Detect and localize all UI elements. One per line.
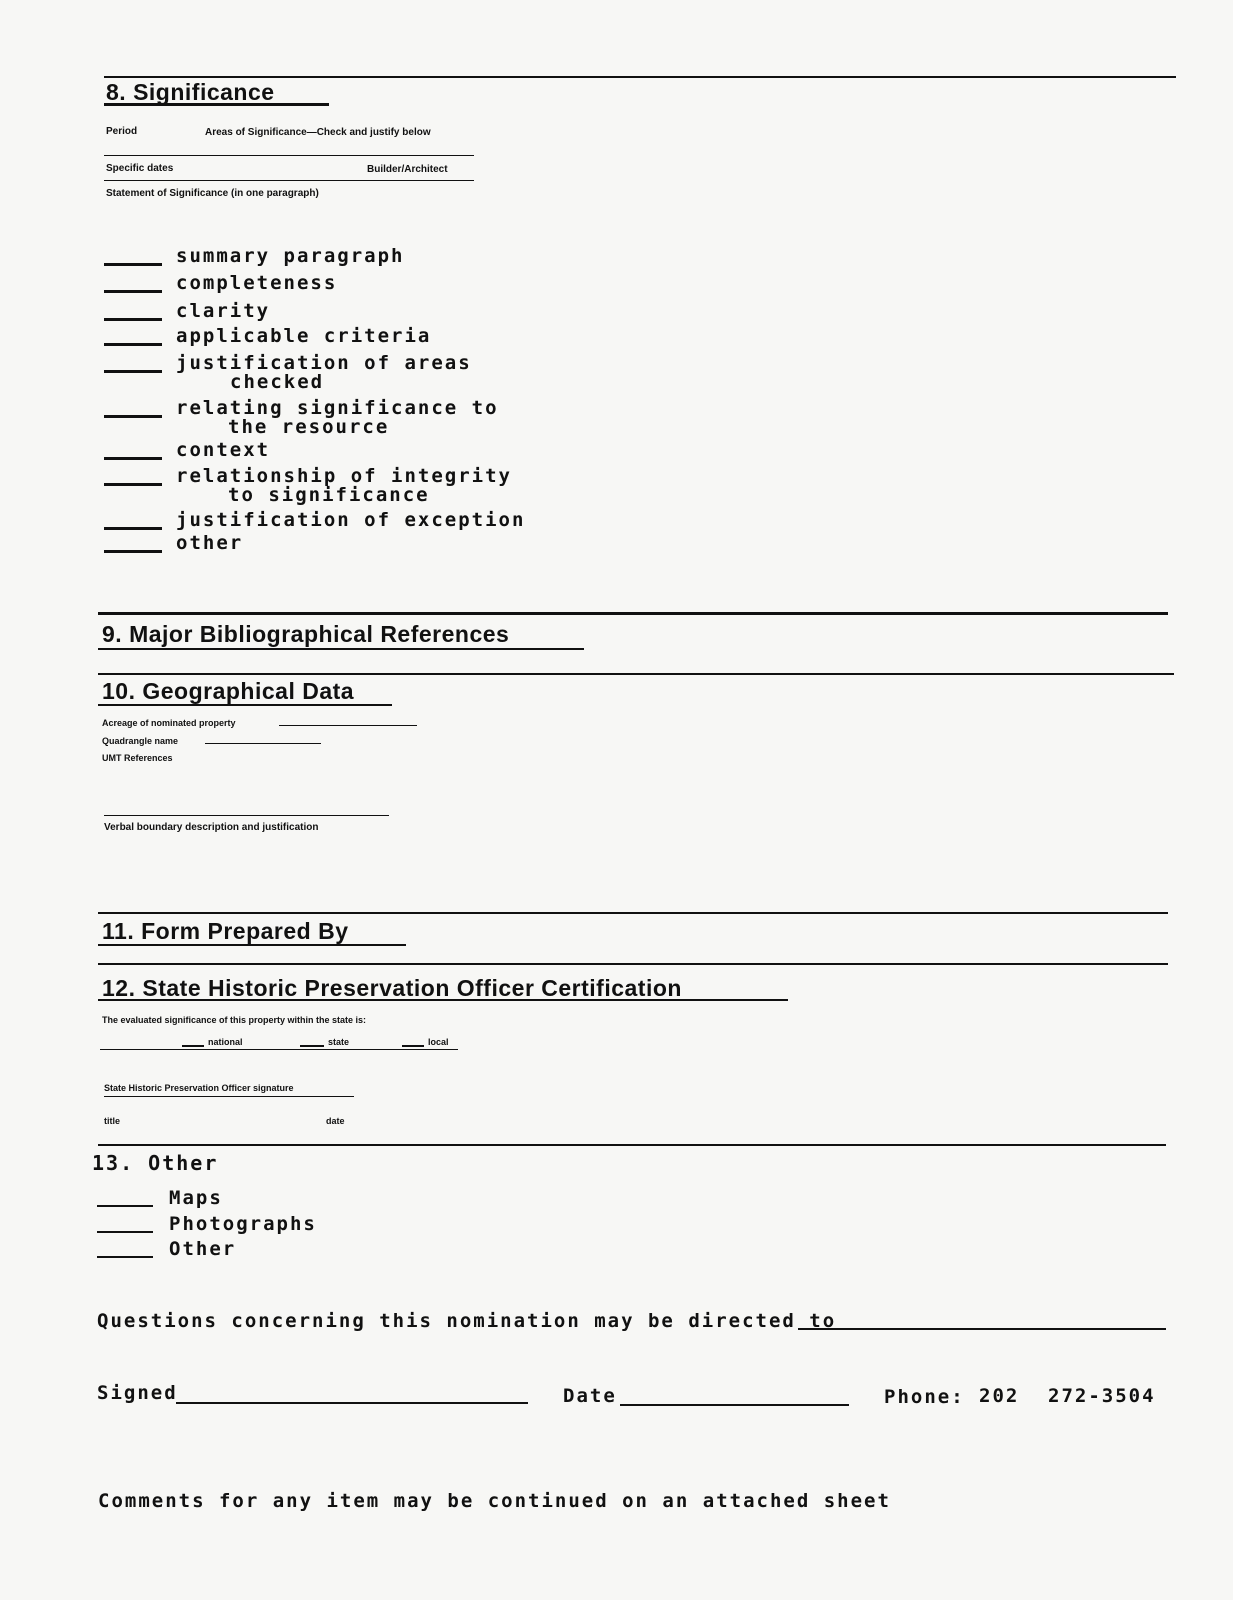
quadrangle-name-label: Quadrangle name [102, 736, 179, 746]
checklist-blank[interactable] [104, 343, 162, 346]
checklist-blank[interactable] [104, 415, 162, 418]
checklist-label: applicable criteria [176, 325, 432, 347]
other-item-label: Maps [169, 1187, 223, 1209]
checklist-blank[interactable] [104, 290, 162, 293]
other-item-blank[interactable] [97, 1205, 153, 1207]
phone-number: 272-3504 [1048, 1385, 1156, 1407]
dates-field-line [104, 180, 474, 181]
section-12-rule [98, 963, 1168, 965]
section-9-title-underline [98, 648, 584, 650]
section-11-rule [98, 912, 1168, 914]
local-label: local [428, 1037, 449, 1047]
quadrangle-field-line[interactable] [205, 743, 321, 744]
date-label: Date [563, 1385, 617, 1407]
local-checkbox-line[interactable] [402, 1045, 424, 1047]
national-label: national [208, 1037, 243, 1047]
section-10-title-underline [98, 704, 392, 706]
section-12-title: 12. State Historic Preservation Officer Certification [102, 975, 682, 1001]
section-12-title-underline [98, 999, 788, 1001]
verbal-boundary-field-line[interactable] [104, 815, 389, 816]
utm-references-label: UMT References [102, 753, 173, 763]
questions-label: Questions concerning this nomination may be directed to [97, 1310, 837, 1332]
shpo-signature-line[interactable] [104, 1096, 354, 1097]
shpo-signature-label: State Historic Preservation Officer signature [104, 1083, 294, 1093]
period-label: Period [106, 126, 138, 137]
section-9-title: 9. Major Bibliographical References [102, 621, 510, 647]
other-item-blank[interactable] [97, 1231, 153, 1233]
checklist-blank[interactable] [104, 527, 162, 530]
questions-row [97, 1310, 836, 1332]
section-8-title: 8. Significance [106, 79, 275, 105]
phone-label: Phone: [884, 1386, 965, 1408]
specific-dates-label: Specific dates [106, 163, 174, 174]
checklist-label: completeness [176, 272, 338, 294]
checklist-blank[interactable] [104, 263, 162, 266]
section-9-rule [98, 612, 1168, 615]
evaluated-significance-label: The evaluated significance of this property within the state is: [102, 1015, 367, 1025]
checklist-label: justification of areas [176, 352, 472, 374]
checklist-label: justification of exception [176, 509, 526, 531]
comments-note: Comments for any item may be continued on an attached sheet [98, 1490, 891, 1512]
checklist-label: clarity [176, 300, 271, 322]
checklist-label-continued: checked [230, 371, 325, 393]
acreage-label: Acreage of nominated property [102, 718, 236, 728]
checklist-blank[interactable] [104, 318, 162, 321]
checklist-blank[interactable] [104, 550, 162, 553]
national-checkbox-line[interactable] [182, 1045, 204, 1047]
section-11-title-underline [98, 944, 406, 946]
state-checkbox-line[interactable] [300, 1045, 324, 1047]
statement-of-significance-label: Statement of Significance (in one paragraph) [106, 188, 319, 199]
title-label: title [104, 1116, 121, 1126]
checklist-label: context [176, 439, 271, 461]
checklist-label-continued: to significance [228, 484, 430, 506]
section-13-title: 13. Other [92, 1151, 219, 1175]
checklist-label: relating significance to [176, 397, 499, 419]
other-item-label: Other [169, 1238, 237, 1260]
date-field[interactable] [620, 1404, 849, 1406]
section-11-title: 11. Form Prepared By [102, 918, 349, 944]
state-label: state [328, 1037, 350, 1047]
other-item-label: Photographs [169, 1213, 317, 1235]
checklist-label: other [176, 532, 244, 554]
builder-architect-label: Builder/Architect [367, 164, 448, 175]
checklist-blank[interactable] [104, 483, 162, 486]
other-item-blank[interactable] [97, 1256, 153, 1258]
evaluated-line [100, 1049, 458, 1050]
section-10-title: 10. Geographical Data [102, 678, 355, 704]
section-10-rule [98, 673, 1174, 675]
period-field-line [104, 155, 474, 156]
section-13-rule [98, 1144, 1166, 1146]
signed-label: Signed [97, 1382, 178, 1404]
areas-of-significance-label: Areas of Significance—Check and justify below [205, 127, 431, 138]
questions-contact-field[interactable] [798, 1328, 1166, 1330]
phone-area-code: 202 [979, 1385, 1020, 1407]
checklist-blank[interactable] [104, 370, 162, 373]
section-8-title-underline [104, 103, 329, 106]
checklist-label: relationship of integrity [176, 465, 512, 487]
signed-field[interactable] [176, 1402, 528, 1404]
checklist-label-continued: the resource [228, 416, 390, 438]
acreage-field-line[interactable] [279, 725, 417, 726]
checklist-label: summary paragraph [176, 245, 405, 267]
date-label-small: date [326, 1116, 345, 1126]
verbal-boundary-label: Verbal boundary description and justification [104, 822, 319, 833]
bleed-through-text [579, 108, 585, 129]
top-rule [104, 76, 1176, 78]
checklist-blank[interactable] [104, 457, 162, 460]
